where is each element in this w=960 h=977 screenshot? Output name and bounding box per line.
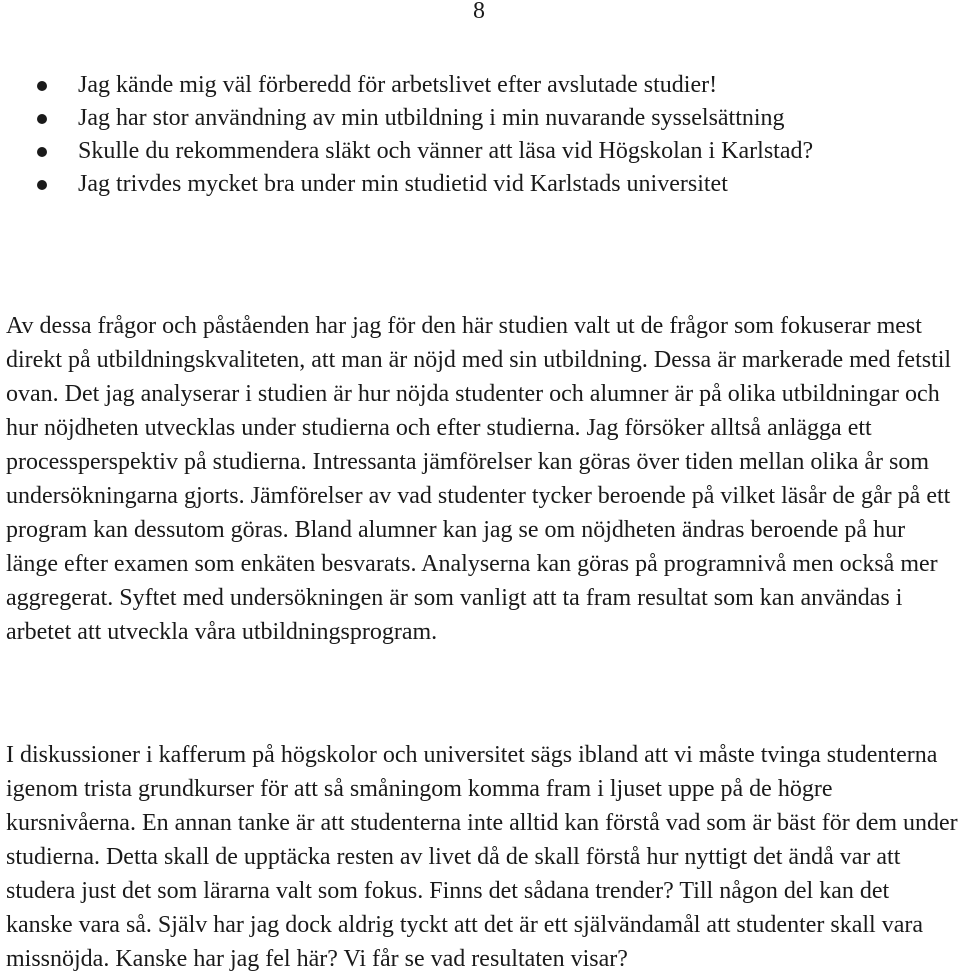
body-paragraph-analysis: Av dessa frågor och påståenden har jag för den här studien valt ut de frågor som fokuserar mest direkt på utbildningskvaliteten, att man är nöjd med sin utbildning. Dessa är markerade med fetstil ovan. Det jag analyserar i studien är hur nöjda studenter och alumner är på olika utbildningar och hur nöjdheten utvecklas under studierna och efter studierna. Jag försöker alltså anlägga ett processperspektiv på studierna. Intressanta jämförelser kan göras över tiden mellan olika år som undersökningarna gjorts. Jämförelser av vad studenter tycker beroende på vilket läsår de går på ett program kan dessutom göras. Bland alumner kan jag se om nöjdheten ändras beroende på hur länge efter examen som enkäten besvarats. Analyserna kan göras på programnivå men också mer aggregerat. Syftet med undersökningen är som vanligt att ta fram resultat som kan användas i arbetet att utveckla våra utbildningsprogram. [6,313,952,645]
survey-statement-list [0,69,960,201]
page-number: 8 [473,0,485,24]
list-item-text: Skulle du rekommendera släkt och vänner att läsa vid Högskolan i Karlstad? [78,138,814,164]
bullet-icon [37,147,47,157]
list-item [0,135,960,168]
list-item [0,168,960,201]
list-item-text: Jag trivdes mycket bra under min studietid vid Karlstads universitet [78,171,728,197]
bullet-icon [37,180,47,190]
bullet-icon [37,114,47,124]
bullet-icon [37,81,47,91]
list-item-text: Jag har stor användning av min utbildning i min nuvarande sysselsättning [78,105,785,131]
body-paragraph-discussion: I diskussioner i kafferum på högskolor och universitet sägs ibland att vi måste tvinga studenterna igenom trista grundkurser för att så småningom komma fram i ljuset uppe på de högre kursnivåerna. En annan tanke är att studenterna inte alltid kan förstå vad som är bäst för dem under studierna. Detta skall de upptäcka resten av livet då de skall förstå hur nyttigt det ändå var att studera just det som lärarna valt som fokus. Finns det sådana trender? Till någon del kan det kanske vara så. Själv har jag dock aldrig tyckt att det är ett självändamål att studenter skall vara missnöjda. Kanske har jag fel här? Vi får se vad resultaten visar? [6,742,958,972]
list-item-text: Jag kände mig väl förberedd för arbetslivet efter avslutade studier! [78,72,718,98]
list-item [0,69,960,102]
list-item [0,102,960,135]
